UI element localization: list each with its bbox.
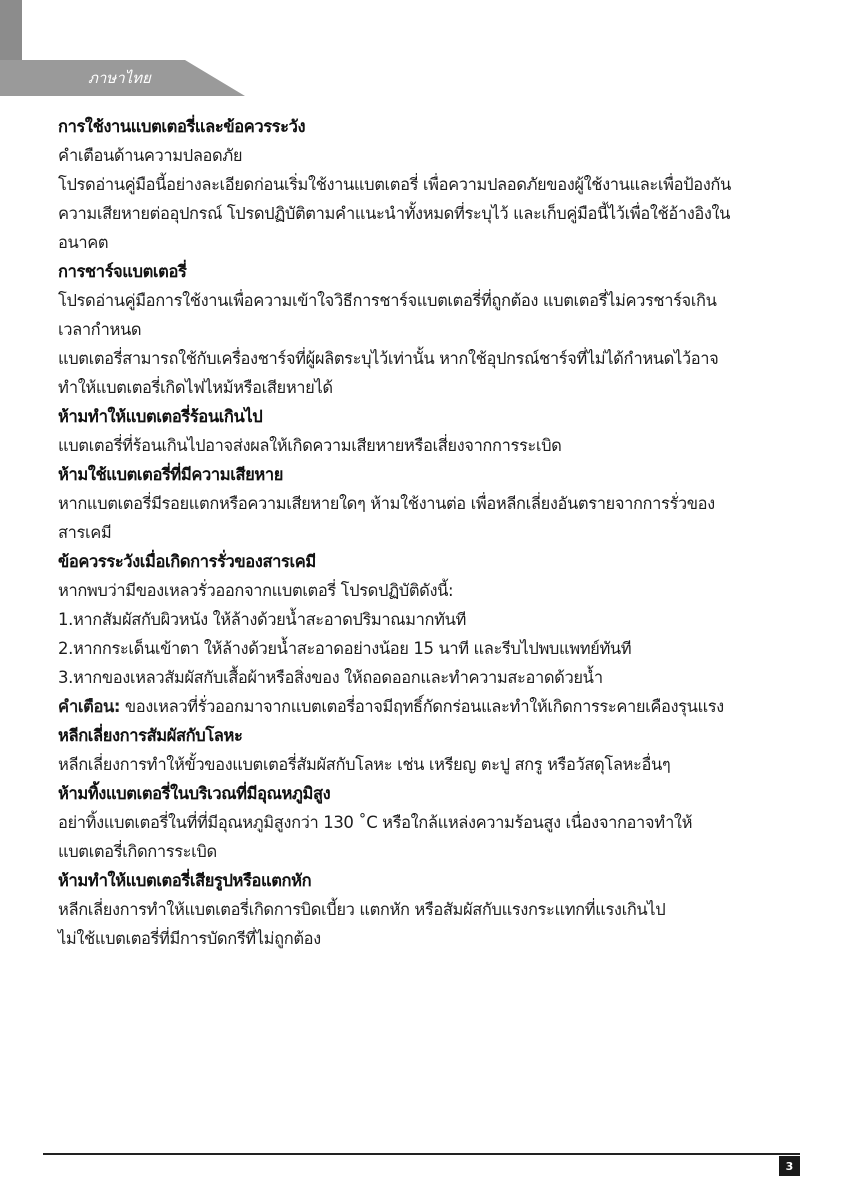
damaged-line-2: สารเคมี xyxy=(58,523,112,542)
metal-line: หลีกเลี่ยงการทำให้ขั้วของแบตเตอรี่สัมผัสกับโลหะ เช่น เหรียญ ตะปู สกรู หรือวัสดุโลหะอื่นๆ xyxy=(58,755,671,774)
leak-intro: หากพบว่ามีของเหลวรั่วออกจากแบตเตอรี่ โปรดปฏิบัติดังนี้: xyxy=(58,581,454,600)
leak-step-1: 1.หากสัมผัสกับผิวหนัง ให้ล้างด้วยน้ำสะอาดปริมาณมากทันที xyxy=(58,610,466,629)
section-heading-damaged: ห้ามใช้แบตเตอรี่ที่มีความเสียหาย xyxy=(58,465,284,484)
document-body xyxy=(58,112,803,953)
safety-warning-line-2: ความเสียหายต่ออุปกรณ์ โปรดปฏิบัติตามคำแนะนำทั้งหมดที่ระบุไว้ และเก็บคู่มือนี้ไว้เพื่อใช้อ้างอิงใน xyxy=(58,204,731,223)
leak-warning xyxy=(58,692,803,721)
language-label: ภาษาไทย xyxy=(88,69,151,87)
section-heading-charging: การชาร์จแบตเตอรี่ xyxy=(58,262,187,281)
safety-warning-line-3: อนาคต xyxy=(58,233,109,252)
leak-step-3: 3.หากของเหลวสัมผัสกับเสื้อผ้าหรือสิ่งของ ให้ถอดออกและทำความสะอาดด้วยน้ำ xyxy=(58,668,603,687)
section-heading-leak: ข้อควรระวังเมื่อเกิดการรั่วของสารเคมี xyxy=(58,552,316,571)
safety-warning-title: คำเตือนด้านความปลอดภัย xyxy=(58,146,243,165)
heat-line-1: อย่าทิ้งแบตเตอรี่ในที่ที่มีอุณหภูมิสูงกว่า 130 ˚C หรือใกล้แหล่งความร้อนสูง เนื่องจากอาจทำให้ xyxy=(58,813,693,832)
section-heading-overheat: ห้ามทำให้แบตเตอรี่ร้อนเกินไป xyxy=(58,407,263,426)
leak-step-2: 2.หากกระเด็นเข้าตา ให้ล้างด้วยน้ำสะอาดอย่างน้อย 15 นาที และรีบไปพบแพทย์ทันที xyxy=(58,639,632,658)
heat-line-2: แบตเตอรี่เกิดการระเบิด xyxy=(58,842,217,861)
leak-warning-text: ของเหลวที่รั่วออกมาจากแบตเตอรี่อาจมีฤทธิ์กัดกร่อนและทำให้เกิดการระคายเคืองรุนแรง xyxy=(120,697,724,716)
safety-warning-line-1: โปรดอ่านคู่มือนี้อย่างละเอียดก่อนเริ่มใช้งานแบตเตอรี่ เพื่อความปลอดภัยของผู้ใช้งานและเพื่อป้องกัน xyxy=(58,175,731,194)
leak-warning-label: คำเตือน: xyxy=(58,697,121,716)
charging-line-3: แบตเตอรี่สามารถใช้กับเครื่องชาร์จที่ผู้ผลิตระบุไว้เท่านั้น หากใช้อุปกรณ์ชาร์จที่ไม่ได้กำหนดไว้อาจ xyxy=(58,349,719,368)
footer-rule xyxy=(43,1153,800,1155)
section-heading-deform: ห้ามทำให้แบตเตอรี่เสียรูปหรือแตกหัก xyxy=(58,871,312,890)
charging-line-4: ทำให้แบตเตอรี่เกิดไฟไหม้หรือเสียหายได้ xyxy=(58,378,333,397)
charging-line-2: เวลากำหนด xyxy=(58,320,142,339)
deform-line-1: หลีกเลี่ยงการทำให้แบตเตอรี่เกิดการบิดเบี้ยว แตกหัก หรือสัมผัสกับแรงกระแทกที่แรงเกินไป xyxy=(58,900,666,919)
page-number: 3 xyxy=(779,1156,800,1176)
section-heading-heat: ห้ามทิ้งแบตเตอรี่ในบริเวณที่มีอุณหภูมิสูง xyxy=(58,784,331,803)
damaged-line-1: หากแบตเตอรี่มีรอยแตกหรือความเสียหายใดๆ ห้ามใช้งานต่อ เพื่อหลีกเลี่ยงอันตรายจากการรั่วของ xyxy=(58,494,715,513)
section-heading-usage: การใช้งานแบตเตอรี่และข้อควรระวัง xyxy=(58,117,306,136)
overheat-line: แบตเตอรี่ที่ร้อนเกินไปอาจส่งผลให้เกิดความเสียหายหรือเสี่ยงจากการระเบิด xyxy=(58,436,562,455)
section-heading-metal: หลีกเลี่ยงการสัมผัสกับโลหะ xyxy=(58,726,243,745)
charging-line-1: โปรดอ่านคู่มือการใช้งานเพื่อความเข้าใจวิธีการชาร์จแบตเตอรี่ที่ถูกต้อง แบตเตอรี่ไม่ควรชาร์จเกิน xyxy=(58,291,717,310)
deform-line-2: ไม่ใช้แบตเตอรี่ที่มีการบัดกรีที่ไม่ถูกต้อง xyxy=(58,929,321,948)
